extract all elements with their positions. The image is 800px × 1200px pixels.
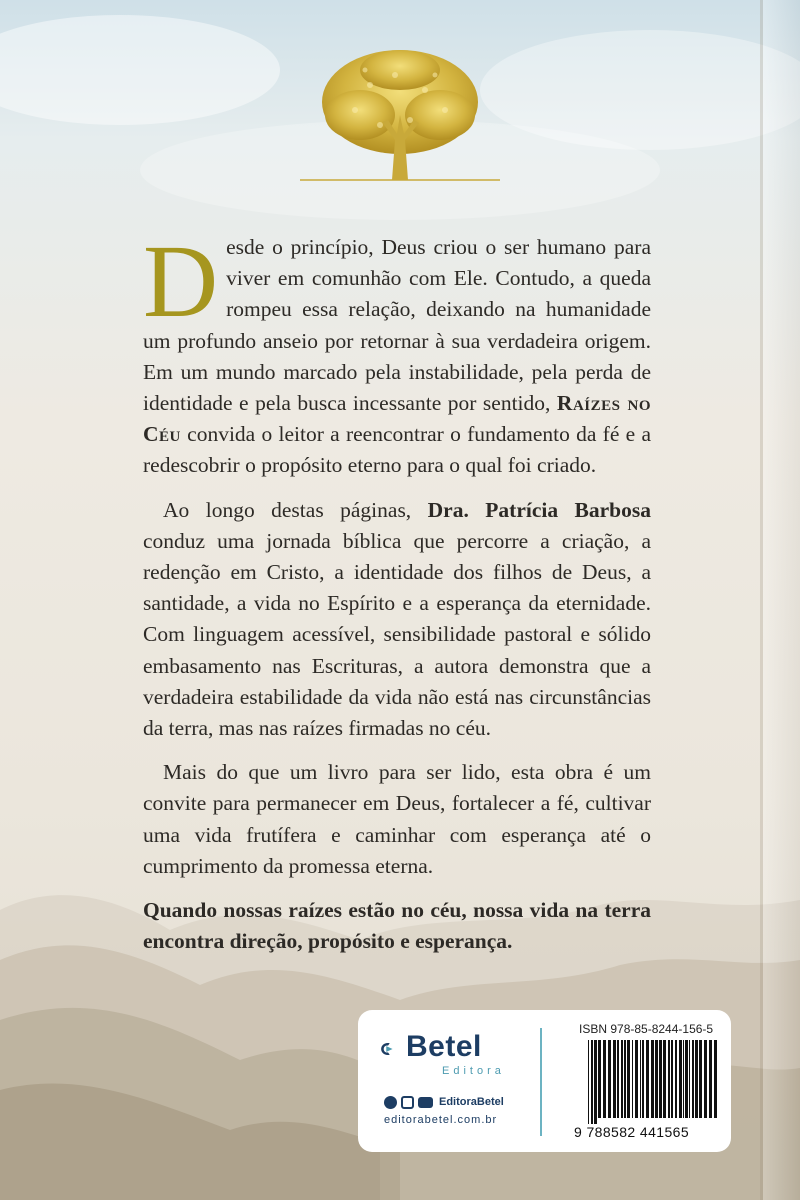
instagram-icon[interactable] [401, 1096, 414, 1109]
barcode-bar [704, 1040, 707, 1118]
barcode-bar [624, 1040, 626, 1118]
barcode-bar [632, 1040, 633, 1118]
dropcap-letter: D [143, 224, 219, 339]
barcode-bar [692, 1040, 694, 1118]
paragraph-1-end: convida o leitor a reencontrar o fundamento da fé e a redescobrir o propósito eterno para o qual foi criado. [143, 422, 652, 478]
barcode-bar [617, 1040, 619, 1118]
youtube-icon[interactable] [418, 1097, 433, 1108]
barcode-bar [603, 1040, 606, 1118]
facebook-icon[interactable] [384, 1096, 397, 1109]
barcode-bar [699, 1040, 702, 1118]
synopsis-paragraph-2 [143, 495, 651, 745]
barcode-bar [635, 1040, 638, 1118]
barcode-bar [608, 1040, 611, 1118]
barcode-bar [671, 1040, 673, 1118]
barcode-bar [709, 1040, 712, 1118]
barcode-bar [685, 1040, 688, 1118]
barcode-bar [675, 1040, 677, 1118]
publisher-website[interactable]: editorabetel.com.br [384, 1114, 498, 1126]
closing-statement: Quando nossas raízes estão no céu, nossa vida na terra encontra direção, propósito e esperança. [143, 898, 651, 954]
publisher-subtitle: Editora [442, 1065, 505, 1077]
panel-divider [540, 1028, 542, 1136]
social-links [384, 1094, 504, 1110]
barcode-bar [663, 1040, 666, 1118]
isbn-digits: 9 788582 441565 [574, 1124, 689, 1140]
barcode-bar [627, 1040, 630, 1118]
publisher-barcode-panel [358, 1010, 731, 1152]
spine-shade [763, 0, 800, 1200]
barcode-bar [613, 1040, 616, 1118]
book-title-mention: Raízes no Céu [143, 391, 651, 447]
synopsis-paragraph-3: Mais do que um livro para ser lido, esta obra é um convite para permanecer em Deus, fortalecer a fé, cultivar uma vida frutífera e caminhar com esperança até o cumprimento da promessa eterna. [143, 760, 651, 878]
barcode-bar [679, 1040, 682, 1118]
barcode-bar [651, 1040, 654, 1118]
paragraph-2-start: Ao longo destas páginas, [163, 497, 412, 522]
barcode-bar [655, 1040, 658, 1118]
synopsis-paragraph-1 [143, 224, 652, 482]
author-name: Dra. Patrícia Barbosa [427, 497, 652, 522]
synopsis [143, 224, 652, 970]
golden-tree-icon [300, 40, 500, 190]
social-handle: EditoraBetel [439, 1096, 504, 1108]
barcode-bar [714, 1040, 717, 1118]
barcode-bar [689, 1040, 690, 1118]
publisher-name: Betel [406, 1030, 482, 1063]
paragraph-2-end: conduz uma jornada bíblica que percorre a criação, a redenção em Cristo, a identidade dos filhos de Deus, a santidade, a vida no Espírito e a esperança da eternidade. Com linguagem acessível, sensibilidade pastoral e sólido embasamento nas Escrituras, a autora demonstra que a verdadeira estabilidade da vida não está nas circunstâncias da terra, mas nas raízes firmadas no céu. [143, 528, 651, 741]
barcode-bar [646, 1040, 649, 1118]
paragraph-1-text: esde o princípio, Deus criou o ser humano para viver em comunhão com Ele. Contudo, a queda rompeu essa relação, deixando na humanidade um profundo anseio por retornar à sua verdadeira origem. Em um mundo marcado pela instabilidade, pela perda de identidade e pela busca incessante por sentido, [143, 235, 651, 416]
barcode-bar [621, 1040, 623, 1118]
barcode-bar [594, 1040, 597, 1124]
isbn-label: ISBN 978-85-8244-156-5 [579, 1022, 714, 1036]
barcode-bar [695, 1040, 698, 1118]
barcode-bar [668, 1040, 670, 1118]
barcode-bar [683, 1040, 684, 1118]
isbn-barcode [586, 1040, 718, 1124]
barcode-bar [588, 1040, 589, 1124]
barcode-bar [659, 1040, 662, 1118]
barcode-bar [642, 1040, 644, 1118]
barcode-bar [598, 1040, 601, 1118]
barcode-bar [640, 1040, 641, 1118]
barcode-bar [591, 1040, 593, 1124]
